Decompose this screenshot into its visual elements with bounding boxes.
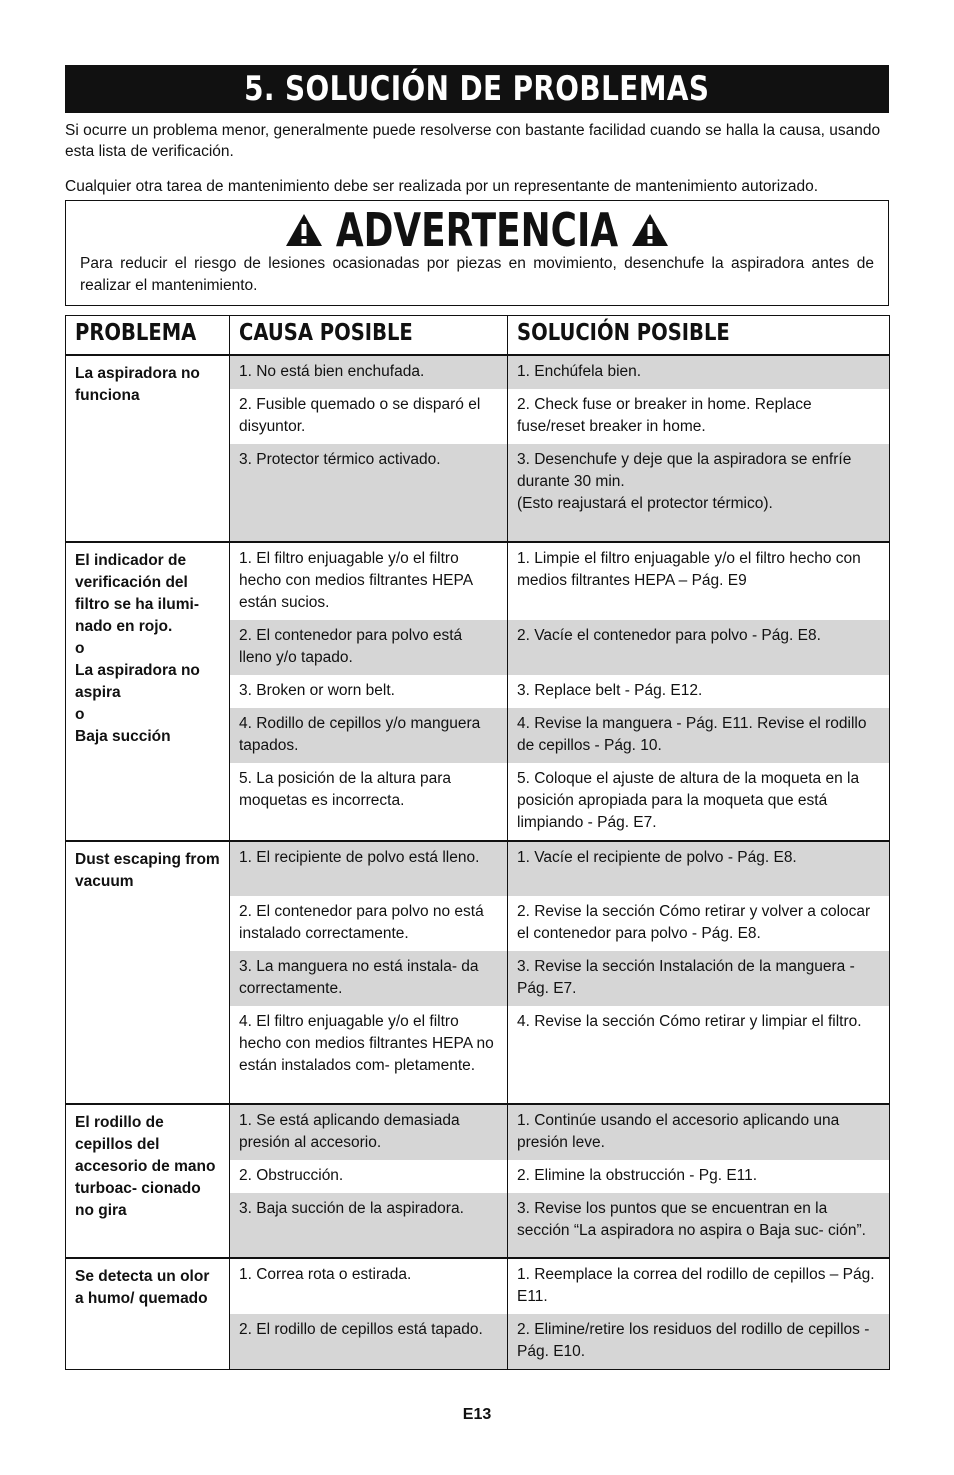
solution-cell: 4. Revise la sección Cómo retirar y limpiar el filtro. bbox=[508, 1006, 890, 1104]
warning-word: ADVERTENCIA bbox=[335, 203, 619, 257]
solution-cell: 4. Revise la manguera - Pág. E11. Revise el rodillo de cepillos - Pág. 10. bbox=[508, 708, 890, 763]
cause-cell: 2. El rodillo de cepillos está tapado. bbox=[230, 1314, 508, 1370]
table-row bbox=[66, 841, 890, 896]
warning-triangle-icon bbox=[630, 212, 670, 248]
table-row bbox=[66, 1104, 890, 1160]
solution-cell: 3. Revise los puntos que se encuentran en la sección “La aspiradora no aspira o Baja suc- ción”. bbox=[508, 1193, 890, 1258]
solution-cell: 2. Elimine la obstrucción - Pg. E11. bbox=[508, 1160, 890, 1193]
cause-cell: 2. Obstrucción. bbox=[230, 1160, 508, 1193]
troubleshooting-table bbox=[65, 315, 890, 1370]
cause-cell: 1. No está bien enchufada. bbox=[230, 355, 508, 389]
solution-cell: 2. Vacíe el contenedor para polvo - Pág. E8. bbox=[508, 620, 890, 675]
cause-cell: 4. El filtro enjuagable y/o el filtro hecho con medios filtrantes HEPA no están instalados com- pletamente. bbox=[230, 1006, 508, 1104]
cause-cell: 1. El recipiente de polvo está lleno. bbox=[230, 841, 508, 896]
cause-cell: 4. Rodillo de cepillos y/o manguera tapados. bbox=[230, 708, 508, 763]
header-problem: PROBLEMA bbox=[66, 316, 230, 355]
solution-cell: 1. Vacíe el recipiente de polvo - Pág. E8. bbox=[508, 841, 890, 896]
cause-cell: 2. El contenedor para polvo está lleno y/o tapado. bbox=[230, 620, 508, 675]
cause-cell: 5. La posición de la altura para moquetas es incorrecta. bbox=[230, 763, 508, 841]
cause-cell: 2. Fusible quemado o se disparó el disyuntor. bbox=[230, 389, 508, 444]
solution-cell: 1. Limpie el filtro enjuagable y/o el filtro hecho con medios filtrantes HEPA – Pág. E9 bbox=[508, 542, 890, 620]
cause-cell: 3. Broken or worn belt. bbox=[230, 675, 508, 708]
cause-cell: 3. La manguera no está instala- da correctamente. bbox=[230, 951, 508, 1006]
table-header-row bbox=[66, 316, 890, 355]
table-row bbox=[66, 1258, 890, 1314]
problem-cell: Se detecta un olor a humo/ quemado bbox=[66, 1258, 230, 1370]
cause-cell: 1. El filtro enjuagable y/o el filtro hecho con medios filtrantes HEPA están sucios. bbox=[230, 542, 508, 620]
solution-cell: 3. Desenchufe y deje que la aspiradora se enfríe durante 30 min. (Esto reajustará el protector térmico). bbox=[508, 444, 890, 542]
cause-cell: 3. Baja succión de la aspiradora. bbox=[230, 1193, 508, 1258]
warning-box bbox=[65, 200, 889, 306]
problem-cell: La aspiradora no funciona bbox=[66, 355, 230, 542]
solution-cell: 3. Revise la sección Instalación de la manguera - Pág. E7. bbox=[508, 951, 890, 1006]
maintenance-note: Cualquier otra tarea de mantenimiento debe ser realizada por un representante de mantenimiento autorizado. bbox=[65, 178, 819, 195]
cause-cell: 3. Protector térmico activado. bbox=[230, 444, 508, 542]
solution-cell: 5. Coloque el ajuste de altura de la moqueta en la posición apropiada para la moqueta que está limpiando - Pág. E7. bbox=[508, 763, 890, 841]
solution-cell: 1. Continúe usando el accesorio aplicando una presión leve. bbox=[508, 1104, 890, 1160]
solution-cell: 2. Elimine/retire los residuos del rodillo de cepillos - Pág. E10. bbox=[508, 1314, 890, 1370]
warning-triangle-icon bbox=[284, 212, 324, 248]
cause-cell: 2. El contenedor para polvo no está instalado correctamente. bbox=[230, 896, 508, 951]
intro-paragraph: Si ocurre un problema menor, generalmente puede resolverse con bastante facilidad cuando se halla la causa, usando esta lista de verificación. bbox=[65, 122, 881, 160]
solution-cell: 3. Replace belt - Pág. E12. bbox=[508, 675, 890, 708]
table-row bbox=[66, 355, 890, 389]
problem-cell: El rodillo de cepillos del accesorio de mano turboac- cionado no gira bbox=[66, 1104, 230, 1258]
solution-cell: 1. Reemplace la correa del rodillo de cepillos – Pág. E11. bbox=[508, 1258, 890, 1314]
cause-cell: 1. Correa rota o estirada. bbox=[230, 1258, 508, 1314]
solution-cell: 2. Check fuse or breaker in home. Replace fuse/reset breaker in home. bbox=[508, 389, 890, 444]
warning-text: Para reducir el riesgo de lesiones ocasionadas por piezas en movimiento, desenchufe la aspiradora antes de realizar el mantenimiento. bbox=[80, 255, 874, 294]
header-cause: CAUSA POSIBLE bbox=[230, 316, 508, 355]
solution-cell: 1. Enchúfela bien. bbox=[508, 355, 890, 389]
problem-cell: Dust escaping from vacuum bbox=[66, 841, 230, 1104]
page-number: E13 bbox=[462, 1406, 492, 1423]
section-title: 5. SOLUCIÓN DE PROBLEMAS bbox=[65, 65, 889, 113]
solution-cell: 2. Revise la sección Cómo retirar y volver a colocar el contenedor para polvo - Pág. E8. bbox=[508, 896, 890, 951]
cause-cell: 1. Se está aplicando demasiada presión al accesorio. bbox=[230, 1104, 508, 1160]
warning-heading bbox=[66, 205, 888, 255]
header-solution: SOLUCIÓN POSIBLE bbox=[508, 316, 890, 355]
table-row bbox=[66, 542, 890, 620]
problem-cell: El indicador de verificación del filtro se ha ilumi- nado en rojo. o La aspiradora no aspira o Baja succión bbox=[66, 542, 230, 841]
